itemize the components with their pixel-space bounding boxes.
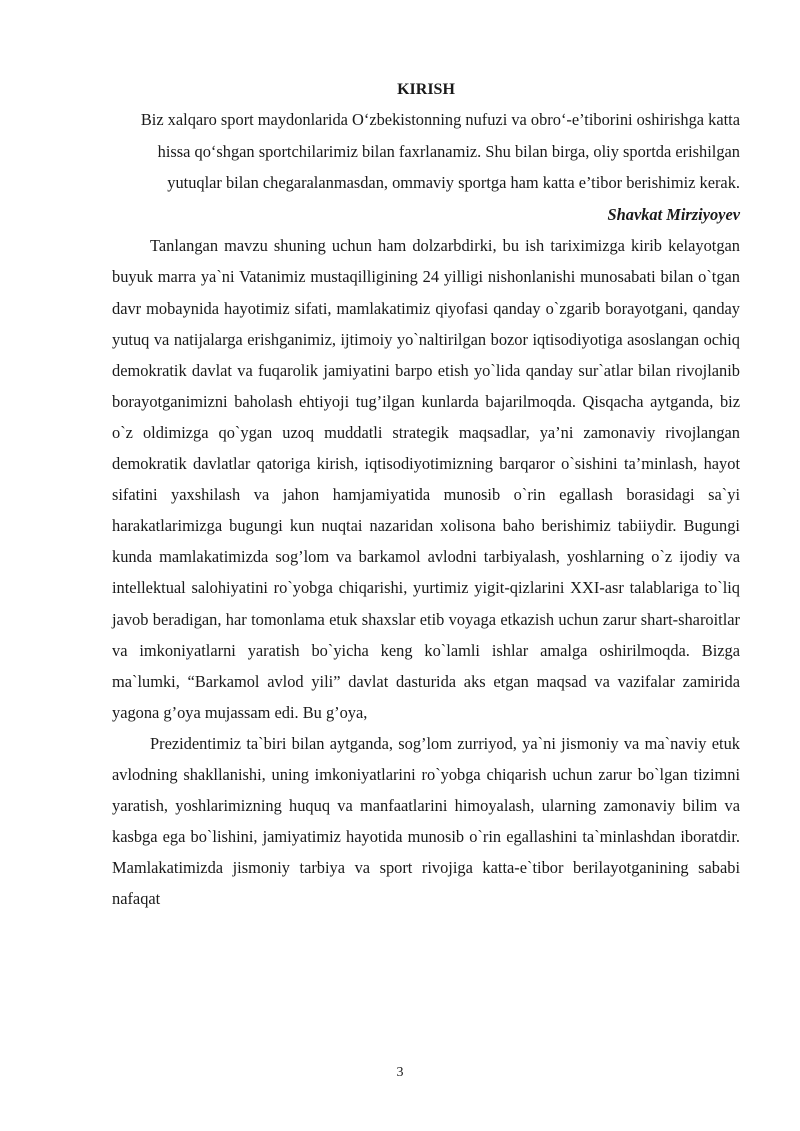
section-title: KIRISH bbox=[397, 81, 455, 98]
body-paragraph-2: Prezidentimiz ta`biri bilan aytganda, sog’lom zurriyod, ya`ni jismoniy va ma`naviy etuk avlodning shakllanishi, uning imkoniyatlarini ro`yobga chiqarish uchun zarur bo`lgan tizimni yaratish, yoshlarimizning huquq va manfaatlarini himoyalash, ularning zamonaviy bilim va kasbga ega bo`lishini, jamiyatimiz hayotida munosib o`rin egallashini ta`minlashdan iboratdir. Mamlakatimizda jismoniy tarbiya va sport rivojiga katta-e`tibor berilayotganining sababi nafaqat bbox=[112, 733, 740, 909]
epigraph-author: Shavkat Mirziyoyev bbox=[607, 204, 740, 224]
body-paragraph-1: Tanlangan mavzu shuning uchun ham dolzarbdirki, bu ish tariximizga kirib kelayotgan buyuk marra ya`ni Vatanimiz mustaqilligining 24 yilligi nishonlanishi munosabati bilan o`tgan davr mobaynida hayotimiz sifati, mamlakatimiz qiyofasi qanday o`zgarib borayotgani, qanday yutuq va natijalarga erishganimiz, ijtimoiy yo`naltirilgan bozor iqtisodiyotiga asoslangan ochiq demokratik davlat va fuqarolik jamiyatini barpo etish yo`lida qanday sur`atlar bilan rivojlanib borayotganimizni baholash ehtiyoji tug’ilgan kunlarda bajarilmoqda. Qisqacha aytganda, biz o`z oldimizga qo`ygan uzoq muddatli strategik maqsadlar, ya’ni zamonaviy rivojlangan demokratik davlatlar qatoriga kirish, iqtisodiyotimizning barqaror o`sishini ta’minlash, hayot sifatini yaxshilash va jahon hamjamiyatida munosib o`rin egallash borasidagi sa`yi harakatlarimizga bugungi kun nuqtai nazaridan xolisona baho berishimiz tabiiydir. Bugungi kunda mamlakatimizda sog’lom va barkamol avlodni tarbiyalash, yoshlarning o`z ijodiy va intellektual salohiyatini ro`yobga chiqarishi, yurtimiz yigit-qizlarini XXI-asr talablariga to`liq javob beradigan, har tomonlama etuk shaxslar etib voyaga etkazish uchun zarur shart-sharoitlar va imkoniyatlarni yaratish bo`yicha keng ko`lamli ishlar amalga oshirilmoqda. Bizga ma`lumki, “Barkamol avlod yili” davlat dasturida aks etgan maqsad va vazifalar zamirida yagona g’oya mujassam edi. Bu g’oya, bbox=[112, 236, 740, 722]
page-number: 3 bbox=[396, 1065, 404, 1080]
epigraph-quote: Biz xalqaro sport maydonlarida O‘zbekistonning nufuzi va obro‘-e’tiborini oshirishga katta hissa qo‘shgan sportchilarimiz bilan faxrlanamiz. Shu bilan birga, oliy sportda erishilgan yutuqlar bilan chegaralanmasdan, ommaviy sportga ham katta e’tibor berishimiz kerak. bbox=[140, 110, 740, 193]
document-page bbox=[112, 76, 740, 914]
